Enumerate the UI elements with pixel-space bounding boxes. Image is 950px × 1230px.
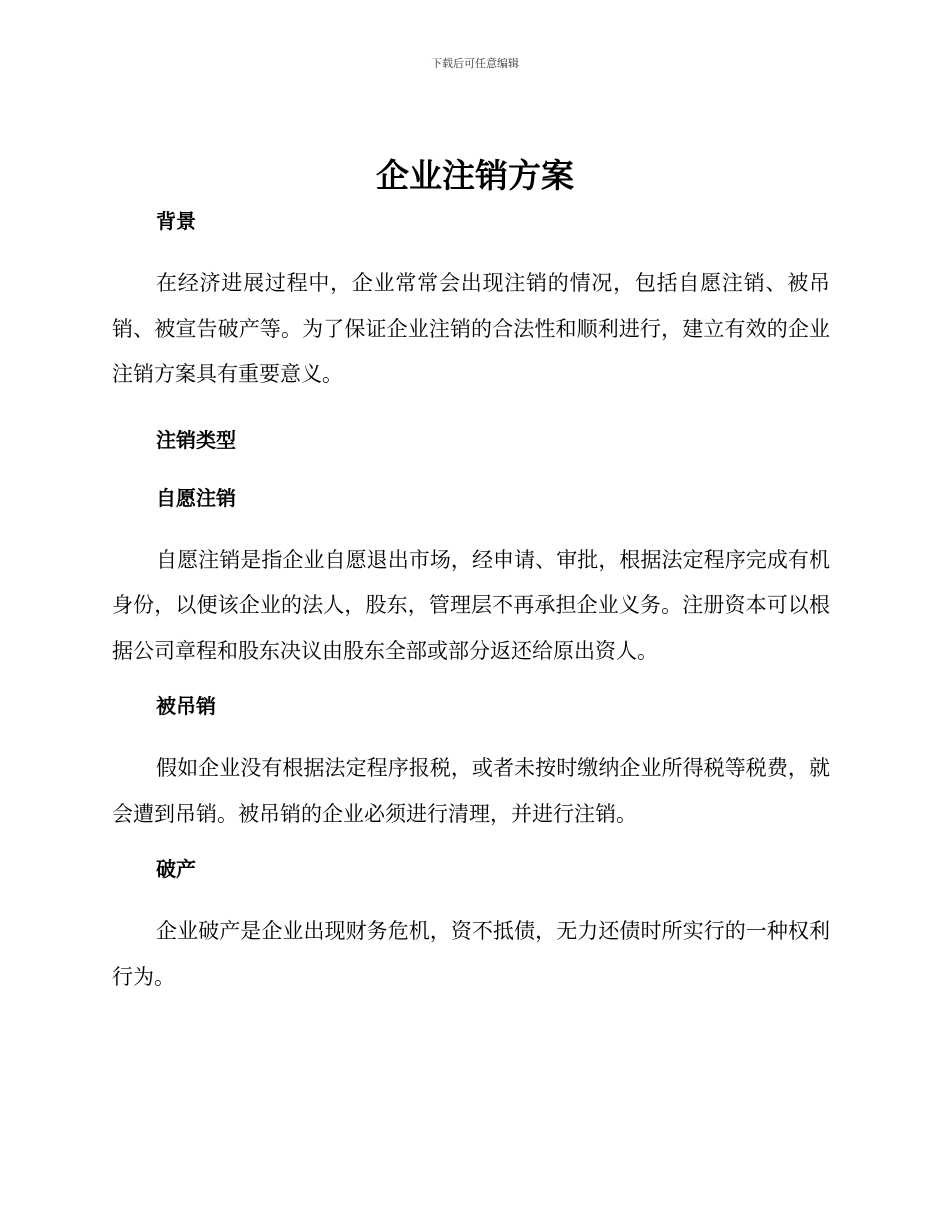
section-heading-bankruptcy: 破产 (156, 857, 196, 881)
section-heading-voluntary: 自愿注销 (156, 485, 236, 510)
document-body (112, 205, 830, 1000)
section-heading-types: 注销类型 (156, 427, 236, 452)
section-heading-revoked: 被吊销 (156, 694, 216, 718)
document-title: 企业注销方案 (376, 156, 574, 195)
paragraph-revoked: 假如企业没有根据法定程序报税，或者未按时缴纳企业所得税等税费，就会遭到吊销。被吊销的企业必须进行清理，并进行注销。 (112, 756, 830, 826)
paragraph-bankruptcy: 企业破产是企业出现财务危机，资不抵债，无力还债时所实行的一种权利行为。 (112, 919, 830, 989)
section-heading-background: 背景 (156, 209, 196, 233)
paragraph-background: 在经济进展过程中，企业常常会出现注销的情况，包括自愿注销、被吊销、被宣告破产等。为了保证企业注销的合法性和顺利进行，建立有效的企业注销方案具有重要意义。 (112, 271, 830, 386)
paragraph-voluntary: 自愿注销是指企业自愿退出市场，经申请、审批，根据法定程序完成有机身份，以便该企业的法人，股东，管理层不再承担企业义务。注册资本可以根据公司章程和股东决议由股东全部或部分返还给原出资人。 (112, 547, 830, 663)
page-header-note: 下载后可任意编辑 (431, 57, 519, 70)
